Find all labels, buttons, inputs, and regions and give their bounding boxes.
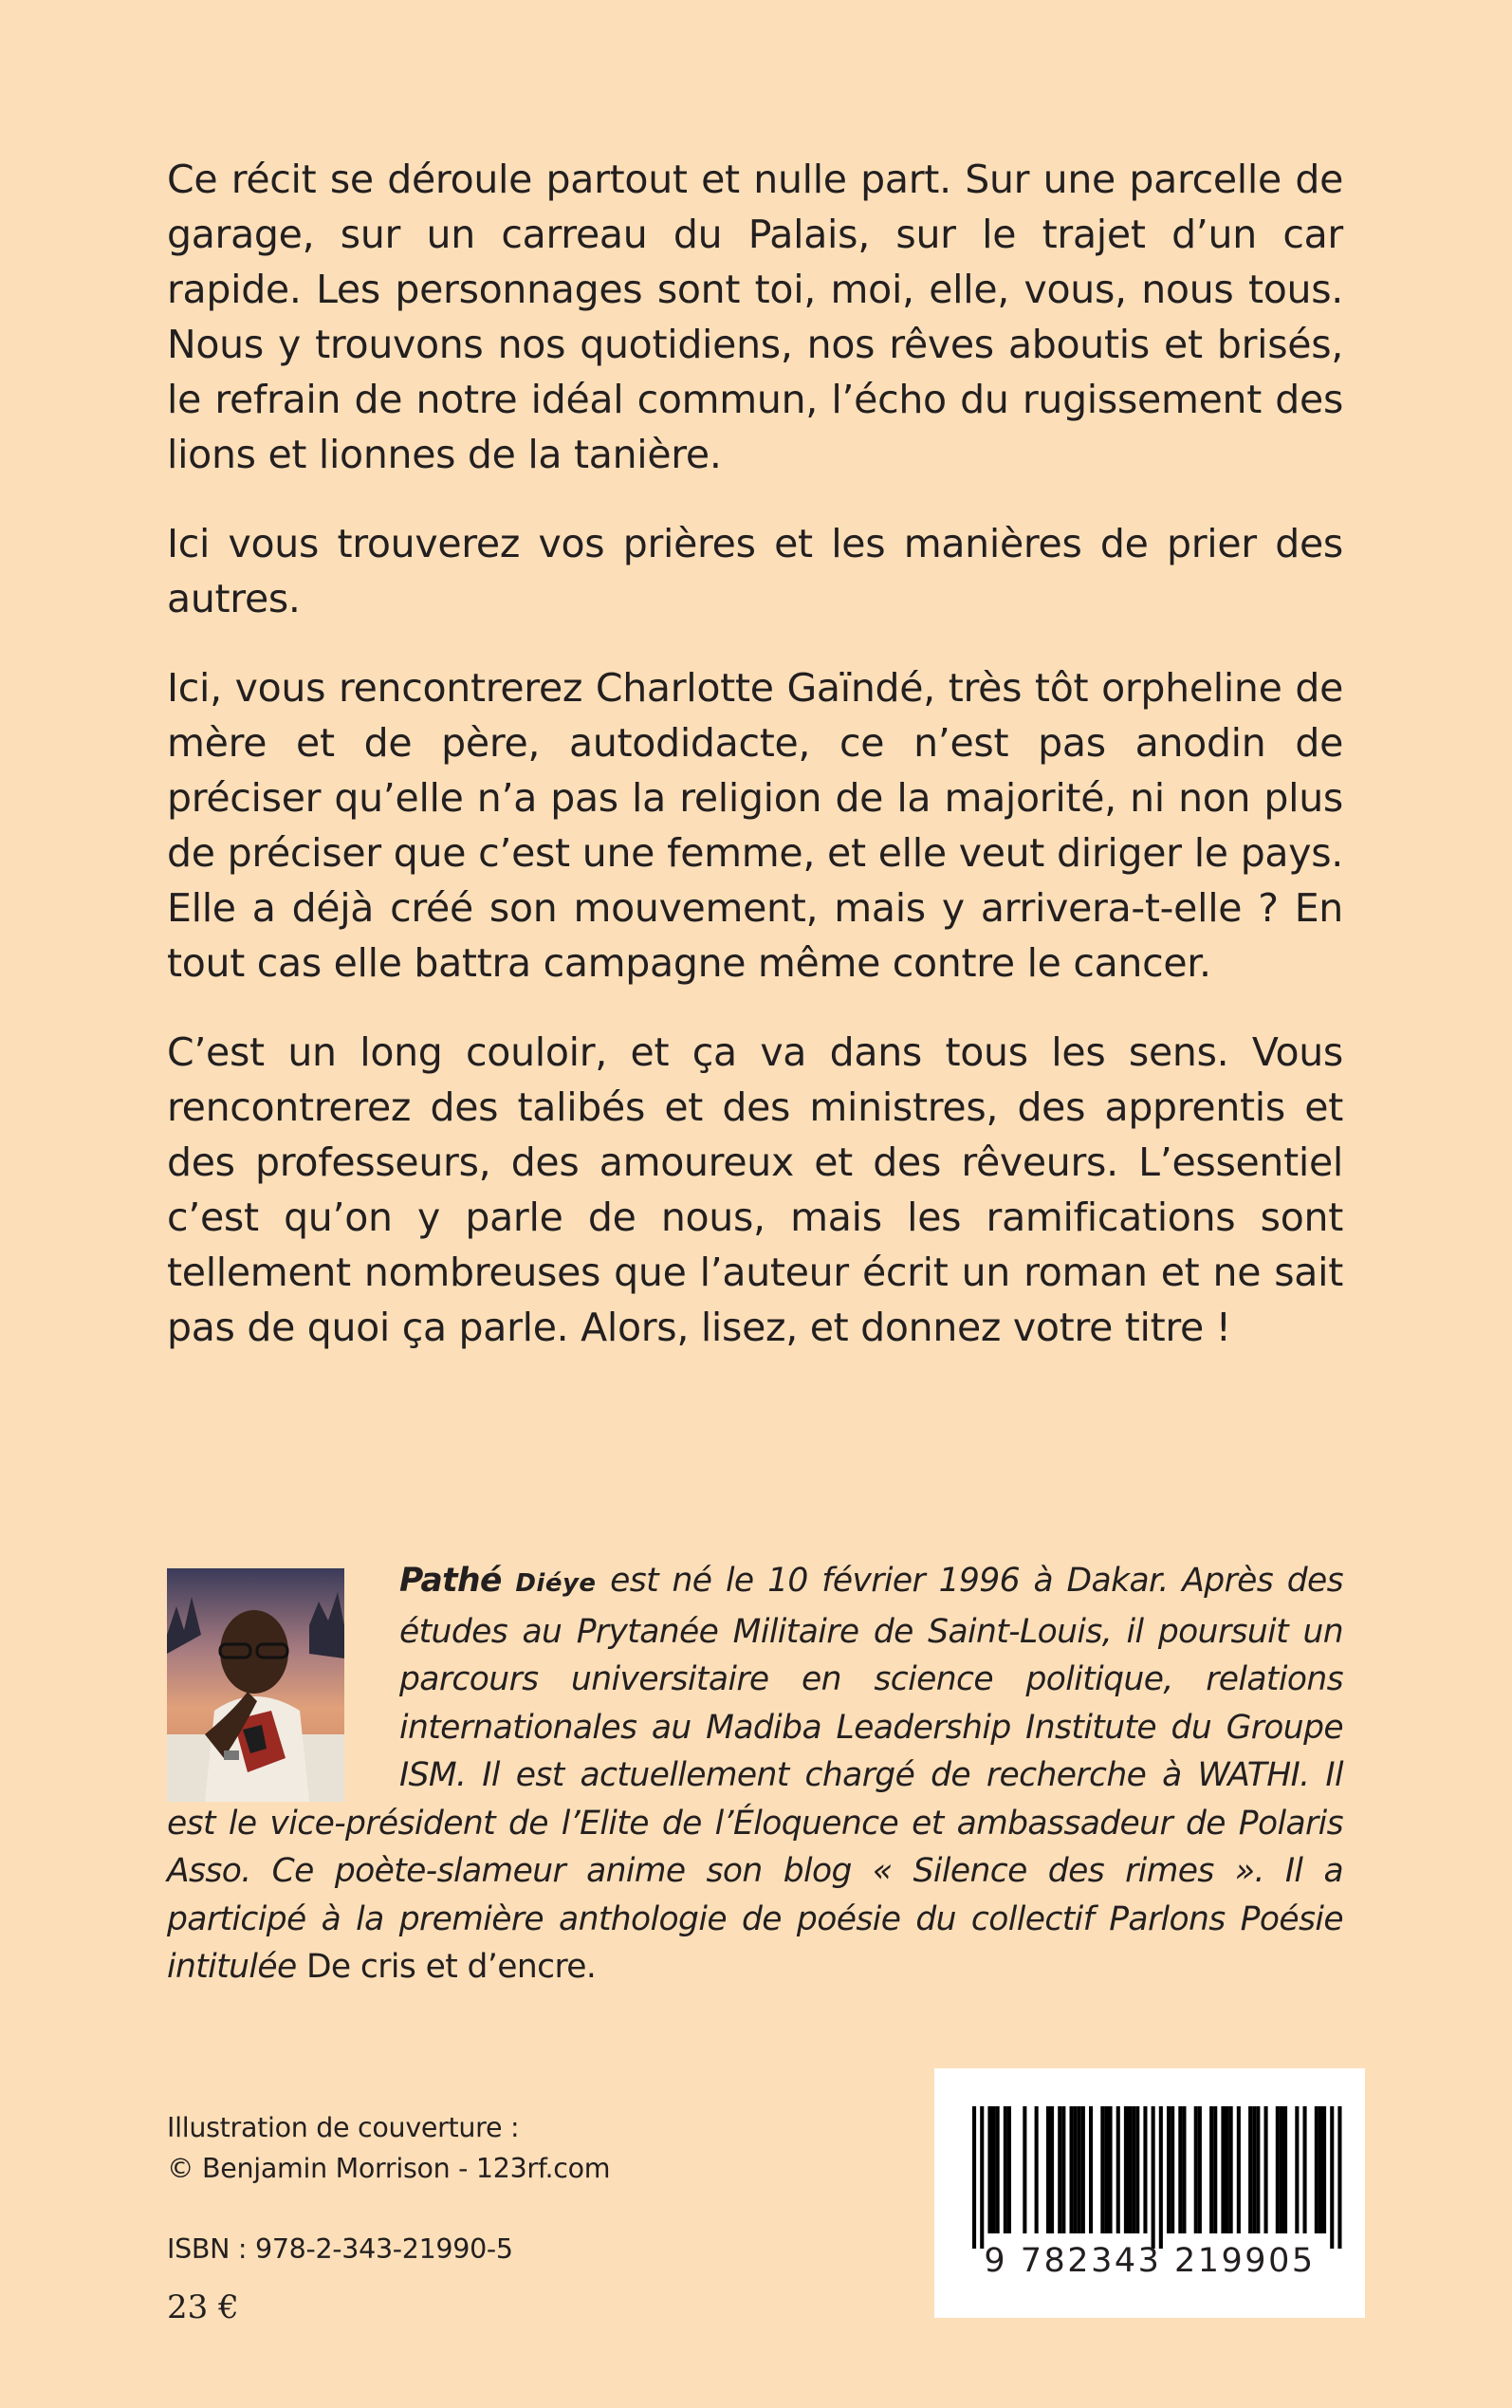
barcode-bar [1280, 2106, 1283, 2233]
barcode-bar [980, 2106, 984, 2249]
summary-paragraph-1: Ce récit se déroule partout et nulle part. Sur une parcelle de garage, sur un carreau du Palais, sur le trajet d’un car rapide. Les personnages sont toi, moi, elle, vous, nous tous. Nous y trouvons nos quotidiens, nos rêves aboutis et brisés, le refrain de notre idéal commun, l’écho du rugissement des lions et lionnes de la tanière. [167, 157, 1343, 477]
barcode-digits: 9 782343 219905 [984, 2242, 1316, 2280]
bio-end-punctuation: . [585, 1948, 597, 1986]
barcode-bar [1004, 2106, 1007, 2233]
barcode-bar [1159, 2106, 1163, 2249]
barcode-bar [1315, 2106, 1318, 2233]
barcode-bar [1152, 2106, 1155, 2249]
barcode-bar [1252, 2106, 1256, 2233]
barcode-bar [1295, 2106, 1299, 2233]
barcode-bar [1023, 2106, 1026, 2233]
summary-paragraph-4: C’est un long couloir, et ça va dans tous les sens. Vous rencontrerez des talibés et des ministres, des apprentis et des professeurs, des amoureux et des rêveurs. L’essentiel c’est qu’on y parle de nous, mais les ramifications sont tellement nombreuses que l’auteur écrit un roman et ne sait pas de quoi ça parle. Alors, lisez, et donnez votre titre ! [167, 1029, 1343, 1350]
barcode-bar [972, 2106, 976, 2249]
isbn: ISBN : 978-2-343-21990-5 [167, 2233, 513, 2265]
barcode [934, 2068, 1365, 2318]
author-bio [167, 1557, 1343, 1991]
barcode-bar [1337, 2106, 1341, 2249]
credits-label: Illustration de couverture : [167, 2112, 520, 2143]
barcode-bar [1182, 2106, 1186, 2233]
barcode-bar [1050, 2106, 1054, 2233]
barcode-bar [1229, 2106, 1233, 2233]
barcode-bar [1178, 2106, 1182, 2233]
author-first-name: Pathé [399, 1562, 502, 1600]
barcode-bar [1081, 2106, 1085, 2233]
price: 23 € [167, 2288, 239, 2326]
barcode-bar [1171, 2106, 1174, 2233]
barcode-bar [1322, 2106, 1326, 2233]
barcode-bar [1074, 2106, 1078, 2233]
barcode-bar [1276, 2106, 1280, 2233]
author-last-name: Diéye [515, 1569, 597, 1598]
barcode-bar [1124, 2106, 1128, 2233]
barcode-bar [1135, 2106, 1139, 2233]
credits-value: © Benjamin Morrison - 123rf.com [167, 2153, 611, 2184]
barcode-bar [1070, 2106, 1074, 2233]
barcode-bar [1283, 2106, 1287, 2233]
barcode-bar [1007, 2106, 1011, 2233]
barcode-bar [1035, 2106, 1039, 2233]
barcode-bar [1318, 2106, 1322, 2233]
barcode-bar [1089, 2106, 1093, 2233]
barcode-bar [992, 2106, 996, 2233]
barcode-bar [1061, 2106, 1065, 2233]
summary-paragraph-3: Ici, vous rencontrerez Charlotte Gaïndé, très tôt orpheline de mère et de père, autodidacte, ce n’est pas anodin de préciser qu’elle n’a pas la religion de la majorité, ni non plus de préciser que c’est une femme, et elle veut diriger le pays. Elle a déjà créé son mouvement, mais y arrivera-t-elle ? En tout cas elle battra campagne même contre le cancer. [167, 665, 1343, 986]
barcode-bar [1128, 2106, 1132, 2233]
author-bio-text: est né le 10 février 1996 à Dakar. Après des études au Prytanée Militaire de Saint-Louis, il poursuit un parcours universitaire en science politique, relations internationales au Madiba Leadership Institute du Groupe ISM. Il est actuellement chargé de recherche à WATHI. Il est le vice-président de l’Elite de l’Éloquence et ambassadeur de Polaris Asso. Ce poète-slameur anime son blog « Silence des rimes ». Il a participé à la première anthologie de poésie du collectif Parlons Poésie intitulée [167, 1562, 1343, 1986]
barcode-bar [1194, 2106, 1198, 2233]
barcode-bar [1237, 2106, 1241, 2233]
barcode-bar [1264, 2106, 1268, 2233]
barcode-bar [1104, 2106, 1108, 2233]
barcode-bar [1078, 2106, 1081, 2233]
barcode-bar [1109, 2106, 1113, 2233]
barcode-bar [1100, 2106, 1104, 2233]
barcode-bar [1221, 2106, 1225, 2233]
back-cover-summary [167, 152, 1343, 1389]
barcode-bars [944, 2106, 1355, 2249]
barcode-bar [1058, 2106, 1061, 2233]
barcode-bar [1132, 2106, 1135, 2233]
cover-credits [167, 2107, 610, 2189]
barcode-bar [1198, 2106, 1202, 2233]
barcode-bar [1167, 2106, 1171, 2233]
barcode-bar [1213, 2106, 1217, 2233]
barcode-bar [1248, 2106, 1252, 2233]
barcode-bar [1143, 2106, 1147, 2233]
barcode-bar [1209, 2106, 1213, 2233]
barcode-bar [1303, 2106, 1307, 2233]
barcode-bar [987, 2106, 991, 2233]
barcode-bar [1226, 2106, 1229, 2233]
anthology-title: De cris et d’encre [305, 1948, 586, 1986]
barcode-bar [1256, 2106, 1260, 2233]
barcode-bar [1116, 2106, 1120, 2233]
barcode-bar [996, 2106, 1000, 2233]
barcode-bar [1046, 2106, 1050, 2233]
barcode-bar [1330, 2106, 1334, 2249]
summary-paragraph-2: Ici vous trouverez vos prières et les manières de prier des autres. [167, 521, 1343, 621]
